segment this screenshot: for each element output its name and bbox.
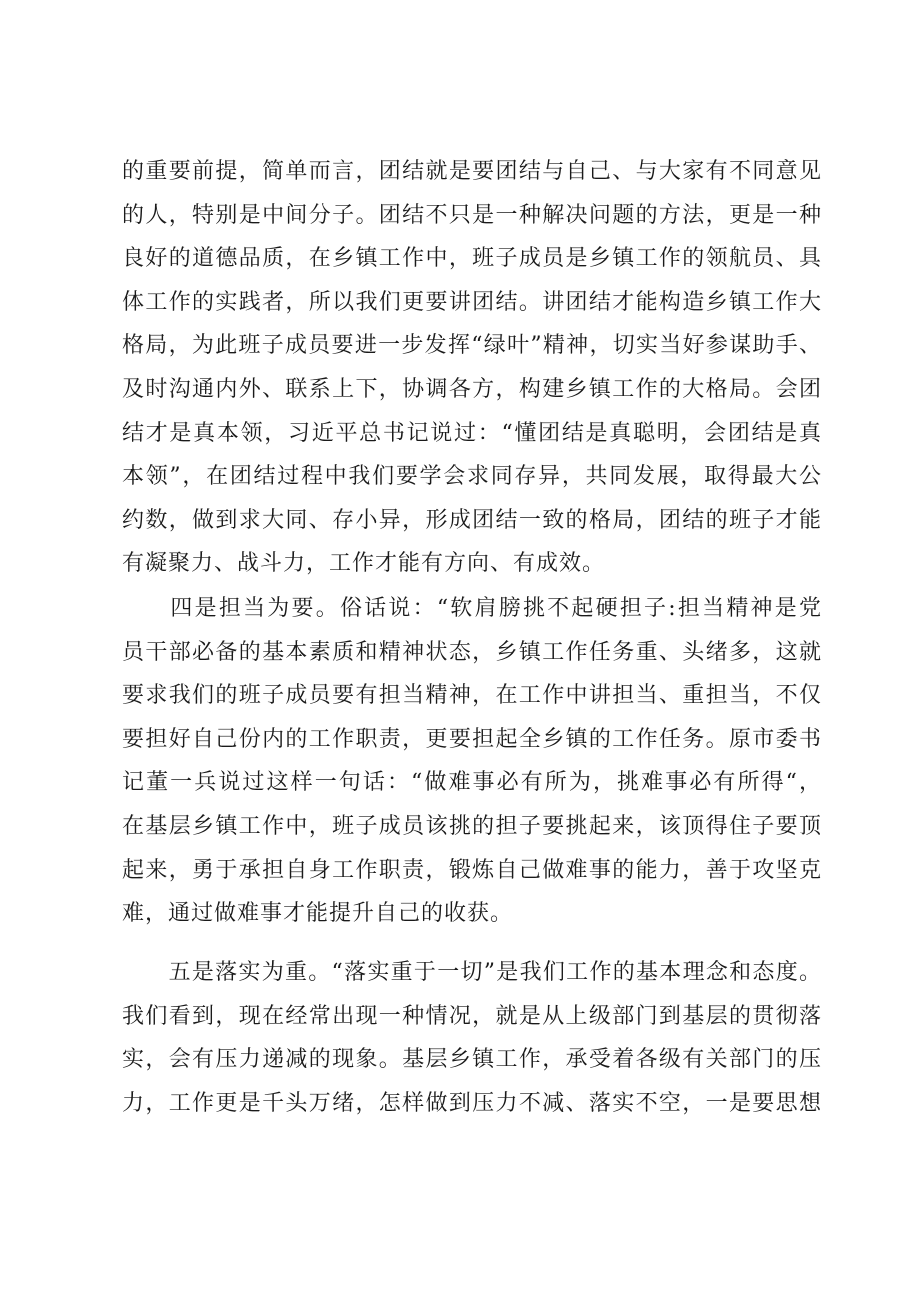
- text-line: 要求我们的班子成员要有担当精神，在工作中讲担当、重担当，不仅: [122, 683, 822, 709]
- text-line: 的重要前提，简单而言，团结就是要团结与自己、与大家有不同意见: [122, 159, 822, 184]
- text-line: 良好的道德品质，在乡镇工作中，班子成员是乡镇工作的领航员、具: [122, 246, 822, 272]
- text-line: 四是担当为要。俗话说：“软肩膀挑不起硬担子:担当精神是党: [122, 596, 822, 621]
- text-line: 员干部必备的基本素质和精神状态，乡镇工作任务重、头绪多，这就: [122, 639, 822, 665]
- text-line: 在基层乡镇工作中，班子成员该挑的担子要挑起来，该顶得住子要顶: [122, 813, 822, 839]
- text-line: 本领”，在团结过程中我们要学会求同存异，共同发展，取得最大公: [122, 464, 822, 490]
- text-line: 体工作的实践者，所以我们更要讲团结。讲团结才能构造乡镇工作大: [122, 289, 822, 315]
- text-line: 格局，为此班子成员要进一步发挥“绿叶”精神，切实当好参谋助手、: [122, 333, 822, 359]
- text-line: 五是落实为重。“落实重于一切”是我们工作的基本理念和态度。: [122, 960, 822, 985]
- paragraph-implementation: [122, 951, 822, 1125]
- paragraph-responsibility: [122, 587, 822, 936]
- text-line: 的人，特别是中间分子。团结不只是一种解决问题的方法，更是一种: [122, 202, 822, 228]
- text-line: 我们看到，现在经常出现一种情况，就是从上级部门到基层的贯彻落: [122, 1003, 822, 1029]
- text-line: 实，会有压力递减的现象。基层乡镇工作，承受着各级有关部门的压: [122, 1047, 822, 1073]
- text-line: 起来，勇于承担自身工作职责，锻炼自己做难事的能力，善于攻坚克: [122, 857, 822, 883]
- text-line: 约数，做到求大同、存小异，形成团结一致的格局，团结的班子才能: [122, 507, 822, 533]
- text-line: 及时沟通内外、联系上下，协调各方，构建乡镇工作的大格局。会团: [122, 376, 822, 402]
- text-line: 力，工作更是千头万绪，怎样做到压力不减、落实不空，一是要思想: [122, 1090, 822, 1116]
- text-line: 有凝聚力、战斗力，工作才能有方向、有成效。: [122, 551, 606, 577]
- text-line: 要担好自己份内的工作职责，更要担起全乡镇的工作任务。原市委书: [122, 726, 822, 752]
- text-line: 难，通过做难事才能提升自己的收获。: [122, 901, 514, 927]
- text-line: 记董一兵说过这样一句话：“做难事必有所为，挑难事必有所得“，: [122, 770, 822, 796]
- text-line: 结才是真本领，习近平总书记说过：“懂团结是真聪明，会团结是真: [122, 420, 822, 446]
- paragraph-unity: [122, 150, 822, 586]
